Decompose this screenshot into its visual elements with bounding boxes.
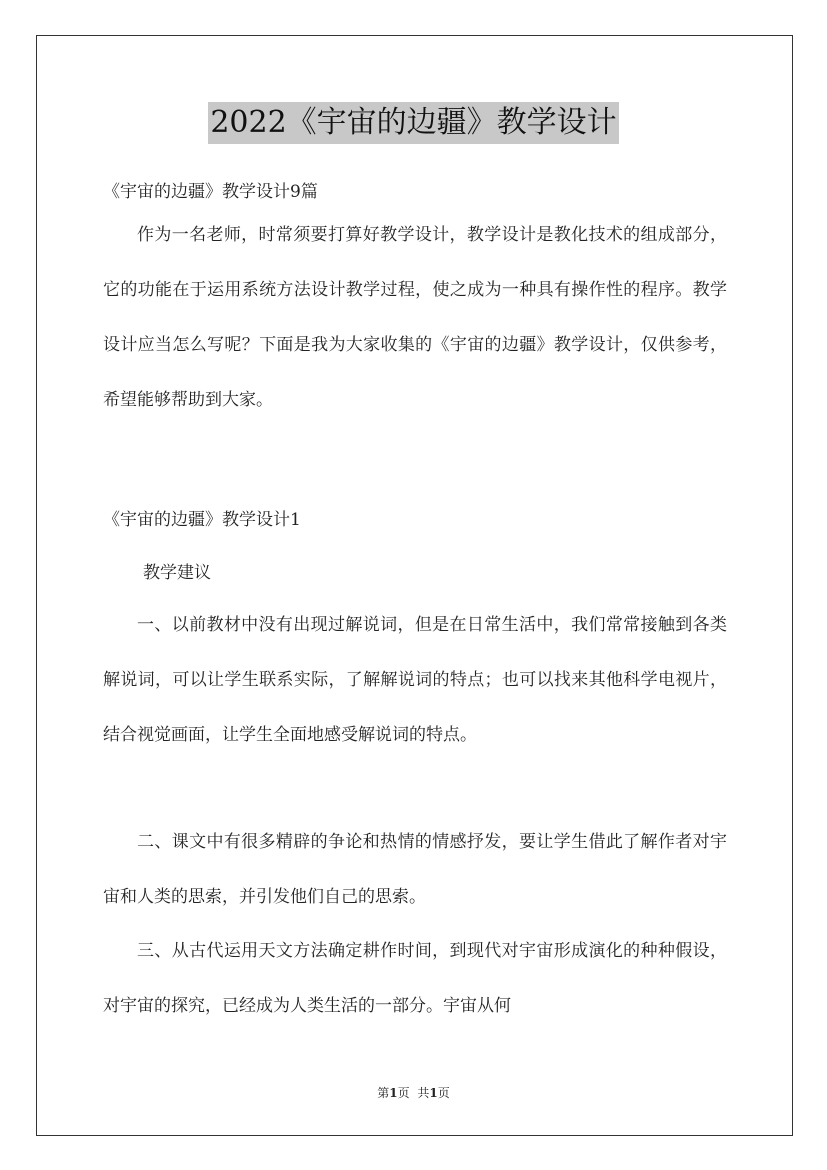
title-wrap — [0, 102, 827, 144]
total-label-suffix: 页 — [437, 1086, 450, 1100]
document-title: 2022《宇宙的边疆》教学设计 — [208, 102, 618, 144]
suggestion-heading: 教学建议 — [143, 563, 211, 583]
body-paragraph-2-text: 二、课文中有很多精辟的争论和热情的情感抒发，要让学生借此了解作者对宇宙和人类的思索，并引发他们自己的思索。 — [103, 832, 727, 907]
total-pages: 1 — [429, 1086, 438, 1100]
body-paragraph-2 — [103, 815, 727, 925]
body-paragraph-1-text: 一、以前教材中没有出现过解说词，但是在日常生活中，我们常常接触到各类解说词，可以让学生联系实际，了解解说词的特点；也可以找来其他科学电视片，结合视觉画面，让学生全面地感受解说词的特点。 — [103, 615, 727, 745]
page-label-prefix: 第 — [377, 1086, 390, 1100]
body-paragraph-1 — [103, 598, 727, 763]
body-paragraph-3-text: 三、从古代运用天文方法确定耕作时间，到现代对宇宙形成演化的种种假设，对宇宙的探究，已经成为人类生活的一部分。宇宙从何 — [103, 941, 727, 1016]
document-subtitle: 《宇宙的边疆》教学设计9篇 — [103, 182, 318, 202]
body-paragraph-3 — [103, 924, 727, 1034]
page-footer — [0, 1084, 827, 1101]
intro-paragraph — [103, 208, 727, 428]
page-number: 1 — [389, 1086, 398, 1100]
total-label-prefix: 共 — [417, 1086, 430, 1100]
page-label-suffix: 页 — [397, 1086, 410, 1100]
section-heading: 《宇宙的边疆》教学设计1 — [103, 510, 301, 530]
intro-text: 作为一名老师，时常须要打算好教学设计，教学设计是教化技术的组成部分，它的功能在于运用系统方法设计教学过程，使之成为一种具有操作性的程序。教学设计应当怎么写呢？下面是我为大家收集的《宇宙的边疆》教学设计，仅供参考，希望能够帮助到大家。 — [103, 225, 727, 410]
